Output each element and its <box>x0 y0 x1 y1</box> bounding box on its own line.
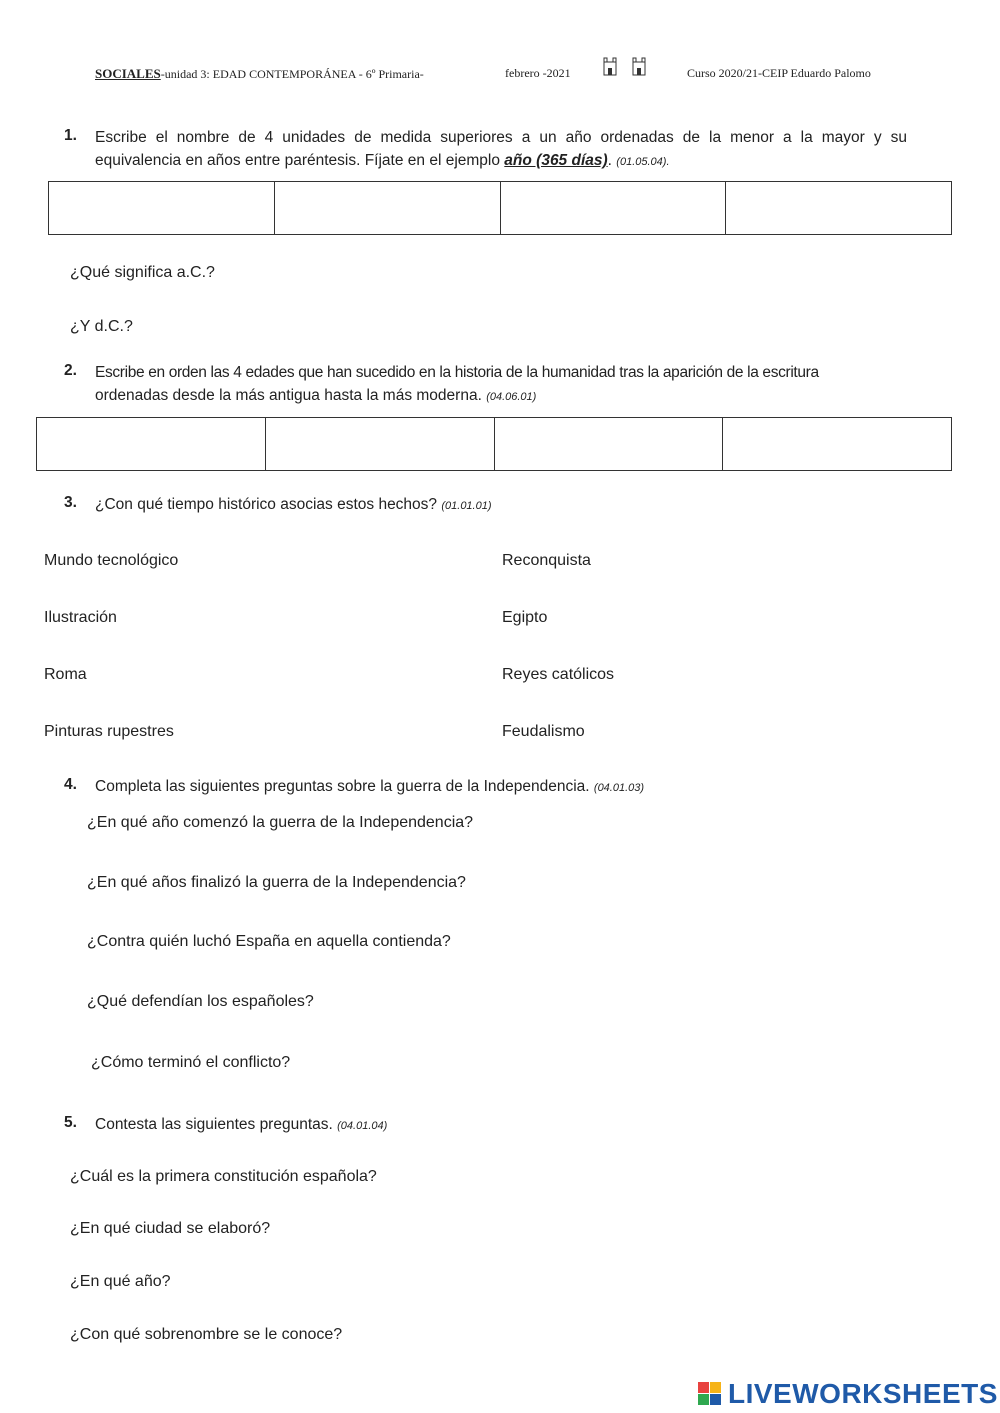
q3-text: ¿Con qué tiempo histórico asocias estos hechos? <box>95 496 442 513</box>
q3-right-item: Egipto <box>502 609 548 626</box>
q1-text-line1: Escribe el nombre de 4 unidades de medida superiores a un año ordenadas de la menor a la mayor y su <box>95 129 907 146</box>
q2-answer-cell[interactable] <box>494 418 723 471</box>
header-subject-line <box>95 66 424 82</box>
q1-sub-question: ¿Qué significa a.C.? <box>70 264 215 281</box>
header-subject: SOCIALES <box>95 66 161 81</box>
q4-question: ¿En qué años finalizó la guerra de la Independencia? <box>87 874 466 891</box>
q3-left-item: Ilustración <box>44 609 117 626</box>
q1-answer-cell[interactable] <box>726 182 952 235</box>
q2-text-line2 <box>95 384 907 409</box>
q5-question: ¿Con qué sobrenombre se le conoce? <box>70 1326 343 1343</box>
q1-code: (01.05.04). <box>616 156 670 168</box>
q3-left-item: Pinturas rupestres <box>44 723 174 740</box>
q2-answer-cell[interactable] <box>265 418 494 471</box>
q1-text-c: . <box>607 152 617 169</box>
q2-number: 2. <box>64 362 77 379</box>
header-course: Curso 2020/21-CEIP Eduardo Palomo <box>687 66 871 80</box>
q1-number: 1. <box>64 127 77 144</box>
q5-question: ¿En qué ciudad se elaboró? <box>70 1220 271 1237</box>
q3-code: (01.01.01) <box>441 500 492 512</box>
q1-sub-question: ¿Y d.C.? <box>70 318 133 335</box>
q1-answer-cell[interactable] <box>274 182 500 235</box>
q1-answer-cell[interactable] <box>500 182 726 235</box>
q3-left-item: Roma <box>44 666 87 683</box>
q2-answer-cell[interactable] <box>723 418 952 471</box>
q1-text-b: equivalencia en años entre paréntesis. Fíjate en el ejemplo <box>95 152 505 169</box>
q4-question: ¿Cómo terminó el conflicto? <box>91 1054 291 1071</box>
q3-right-item: Feudalismo <box>502 723 585 740</box>
q4-number: 4. <box>64 776 77 793</box>
q5-text: Contesta las siguientes preguntas. <box>95 1116 338 1133</box>
liveworksheets-text: LIVEWORKSHEETS <box>728 1378 998 1409</box>
q2-text-b: ordenadas desde la más antigua hasta la más moderna. <box>95 387 487 404</box>
q4-question: ¿En qué año comenzó la guerra de la Independencia? <box>87 814 474 831</box>
q4-question: ¿Qué defendían los españoles? <box>87 993 314 1010</box>
q5-code: (04.01.04) <box>337 1120 388 1132</box>
q4-text-line <box>95 775 644 800</box>
q5-text-line <box>95 1113 387 1138</box>
q4-code: (04.01.03) <box>593 782 645 794</box>
q4-text: Completa las siguientes preguntas sobre la guerra de la Independencia. <box>95 778 594 795</box>
q3-number: 3. <box>64 494 77 511</box>
q3-text-line <box>95 493 492 518</box>
q2-answer-cell[interactable] <box>37 418 266 471</box>
castle-icon <box>632 56 646 76</box>
q1-answer-cell[interactable] <box>49 182 275 235</box>
q1-example: año (365 días) <box>504 152 608 169</box>
q3-left-item: Mundo tecnológico <box>44 552 179 569</box>
q4-question: ¿Contra quién luchó España en aquella contienda? <box>87 933 451 950</box>
q2-answer-table <box>36 417 952 471</box>
castle-icon <box>603 56 617 76</box>
q5-number: 5. <box>64 1114 77 1131</box>
liveworksheets-watermark[interactable] <box>698 1378 998 1410</box>
q2-text-line1: Escribe en orden las 4 edades que han sucedido en la historia de la humanidad tras la aparición de la escritura <box>95 364 819 381</box>
q5-question: ¿Cuál es la primera constitución española? <box>70 1168 377 1185</box>
header-unit: -unidad 3: EDAD CONTEMPORÁNEA - 6º Primaria- <box>160 67 424 81</box>
q3-right-item: Reconquista <box>502 552 591 569</box>
q3-right-item: Reyes católicos <box>502 666 615 683</box>
header-date: febrero -2021 <box>505 66 571 80</box>
q1-text-line2 <box>95 149 907 174</box>
q1-answer-table <box>48 181 952 235</box>
q2-code: (04.06.01) <box>486 391 537 403</box>
liveworksheets-logo-icon <box>698 1382 722 1406</box>
page-header <box>95 66 905 84</box>
q5-question: ¿En qué año? <box>70 1273 171 1290</box>
